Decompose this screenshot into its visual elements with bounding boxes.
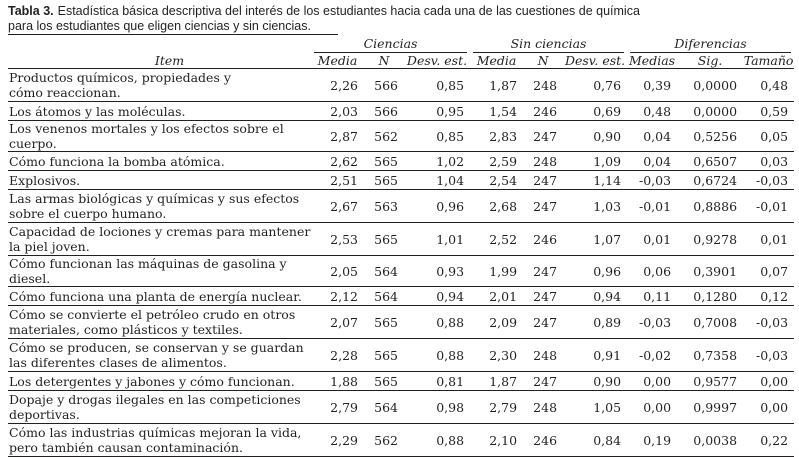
table-row xyxy=(8,256,794,287)
value-cell-d-medias: -0,01 xyxy=(627,190,677,223)
value-cell-c-desv: 0,85 xyxy=(404,69,470,102)
value-cell-s-desv: 0,94 xyxy=(563,287,627,306)
value-cell-c-desv: 1,02 xyxy=(404,152,470,171)
value-cell-d-sig: 0,9997 xyxy=(677,391,743,424)
value-cell-c-desv: 0,88 xyxy=(404,424,470,457)
value-cell-c-media: 2,03 xyxy=(311,102,364,121)
value-cell-d-tam: 0,48 xyxy=(743,69,794,102)
value-cell-d-tam: 0,01 xyxy=(743,223,794,256)
value-cell-s-n: 247 xyxy=(523,306,563,339)
value-cell-c-desv: 0,81 xyxy=(404,372,470,391)
table-row xyxy=(8,69,794,102)
group-header-blank xyxy=(8,36,311,53)
data-table xyxy=(8,36,794,457)
value-cell-d-sig: 0,9278 xyxy=(677,223,743,256)
value-cell-d-medias: -0,02 xyxy=(627,339,677,372)
value-cell-d-sig: 0,0000 xyxy=(677,102,743,121)
value-cell-c-media: 2,79 xyxy=(311,391,364,424)
col-header-item: Item xyxy=(8,53,311,69)
table-row xyxy=(8,102,794,121)
value-cell-c-media: 1,88 xyxy=(311,372,364,391)
value-cell-d-tam: -0,03 xyxy=(743,306,794,339)
item-text-line-2: cómo reaccionan. xyxy=(9,85,121,100)
item-text-line-2: la piel joven. xyxy=(9,239,90,254)
value-cell-d-sig: 0,9577 xyxy=(677,372,743,391)
value-cell-c-media: 2,62 xyxy=(311,152,364,171)
value-cell-s-desv: 0,76 xyxy=(563,69,627,102)
value-cell-d-medias: 0,11 xyxy=(627,287,677,306)
item-cell xyxy=(8,121,311,152)
group-header-row xyxy=(8,36,794,53)
col-header-sin-media: Media xyxy=(470,53,523,69)
table-row xyxy=(8,372,794,391)
value-cell-d-tam: 0,07 xyxy=(743,256,794,287)
value-cell-d-medias: 0,39 xyxy=(627,69,677,102)
value-cell-s-n: 247 xyxy=(523,256,563,287)
item-cell xyxy=(8,69,311,102)
item-text-line-1: Cómo funcionan las máquinas de gasolina y diesel. xyxy=(9,256,287,286)
value-cell-s-desv: 1,05 xyxy=(563,391,627,424)
item-cell xyxy=(8,223,311,256)
value-cell-d-tam: -0,01 xyxy=(743,190,794,223)
value-cell-s-n: 248 xyxy=(523,69,563,102)
table-row xyxy=(8,339,794,372)
value-cell-d-tam: 0,00 xyxy=(743,372,794,391)
item-text-line-1: Explosivos. xyxy=(9,172,81,188)
value-cell-s-desv: 1,09 xyxy=(563,152,627,171)
value-cell-d-tam: 0,12 xyxy=(743,287,794,306)
value-cell-c-desv: 0,94 xyxy=(404,287,470,306)
item-cell xyxy=(8,306,311,339)
table-row xyxy=(8,306,794,339)
table-row xyxy=(8,152,794,171)
value-cell-d-tam: -0,03 xyxy=(743,339,794,372)
value-cell-s-desv: 0,91 xyxy=(563,339,627,372)
value-cell-s-n: 246 xyxy=(523,424,563,457)
value-cell-d-tam: 0,00 xyxy=(743,391,794,424)
value-cell-c-desv: 0,88 xyxy=(404,306,470,339)
item-text-line-1: Cómo se convierte el petróleo crudo en otros xyxy=(9,307,296,322)
value-cell-c-media: 2,67 xyxy=(311,190,364,223)
value-cell-c-n: 564 xyxy=(364,287,404,306)
value-cell-d-sig: 0,6724 xyxy=(677,171,743,190)
value-cell-c-media: 2,29 xyxy=(311,424,364,457)
value-cell-s-media: 1,54 xyxy=(470,102,523,121)
value-cell-s-n: 247 xyxy=(523,121,563,152)
value-cell-s-n: 248 xyxy=(523,152,563,171)
item-cell xyxy=(8,171,311,190)
item-cell xyxy=(8,287,311,306)
value-cell-s-n: 247 xyxy=(523,372,563,391)
value-cell-d-sig: 0,6507 xyxy=(677,152,743,171)
group-header-diferencias: Diferencias xyxy=(627,36,794,53)
value-cell-d-medias: 0,04 xyxy=(627,121,677,152)
value-cell-c-media: 2,26 xyxy=(311,69,364,102)
col-header-dif-sig: Sig. xyxy=(677,53,743,69)
col-header-ciencias-desv: Desv. est. xyxy=(404,53,470,69)
value-cell-s-n: 247 xyxy=(523,190,563,223)
value-cell-s-media: 1,99 xyxy=(470,256,523,287)
value-cell-c-n: 565 xyxy=(364,372,404,391)
value-cell-c-desv: 0,88 xyxy=(404,339,470,372)
col-header-dif-tamano: Tamaño xyxy=(743,52,794,68)
value-cell-c-desv: 1,04 xyxy=(404,171,470,190)
value-cell-s-media: 2,01 xyxy=(470,287,523,306)
value-cell-d-medias: 0,04 xyxy=(627,152,677,171)
value-cell-s-media: 2,83 xyxy=(470,121,523,152)
value-cell-s-media: 2,54 xyxy=(470,171,523,190)
value-cell-s-media: 2,30 xyxy=(470,339,523,372)
value-cell-d-medias: 0,06 xyxy=(627,256,677,287)
value-cell-c-n: 564 xyxy=(364,391,404,424)
value-cell-d-tam: 0,22 xyxy=(743,424,794,457)
value-cell-c-n: 565 xyxy=(364,152,404,171)
item-cell xyxy=(8,372,311,391)
item-text-line-1: Las armas biológicas y químicas y sus efectos xyxy=(9,191,300,206)
value-cell-s-n: 247 xyxy=(523,287,563,306)
value-cell-c-desv: 0,93 xyxy=(404,256,470,287)
value-cell-d-sig: 0,7358 xyxy=(677,339,743,372)
value-cell-d-sig: 0,0000 xyxy=(677,69,743,102)
value-cell-c-n: 562 xyxy=(364,424,404,457)
value-cell-d-medias: 0,19 xyxy=(627,424,677,457)
value-cell-s-desv: 0,89 xyxy=(563,306,627,339)
value-cell-c-n: 566 xyxy=(364,69,404,102)
item-text-line-2: las diferentes clases de alimentos. xyxy=(9,355,227,370)
value-cell-d-medias: 0,00 xyxy=(627,391,677,424)
item-text-line-1: Los átomos y las moléculas. xyxy=(9,103,186,119)
table-row xyxy=(8,171,794,190)
table-body xyxy=(8,69,794,457)
caption-label: Tabla 3. xyxy=(8,4,54,18)
value-cell-s-n: 247 xyxy=(523,171,563,190)
item-cell xyxy=(8,102,311,121)
value-cell-d-tam: 0,05 xyxy=(743,121,794,152)
col-header-ciencias-n: N xyxy=(364,53,404,69)
value-cell-c-desv: 0,95 xyxy=(404,102,470,121)
col-header-sin-desv: Desv. est. xyxy=(564,52,626,68)
value-cell-c-media: 2,05 xyxy=(311,256,364,287)
value-cell-s-media: 2,10 xyxy=(470,424,523,457)
value-cell-s-media: 1,87 xyxy=(470,372,523,391)
value-cell-s-desv: 0,90 xyxy=(563,121,627,152)
item-text-line-1: Los venenos mortales y los efectos sobre el cuerpo. xyxy=(9,121,284,151)
table-caption xyxy=(8,3,788,35)
value-cell-s-n: 248 xyxy=(523,339,563,372)
value-cell-c-n: 564 xyxy=(364,256,404,287)
value-cell-d-medias: 0,00 xyxy=(627,372,677,391)
value-cell-s-desv: 1,07 xyxy=(563,223,627,256)
value-cell-s-n: 246 xyxy=(523,102,563,121)
value-cell-d-tam: -0,03 xyxy=(743,171,794,190)
value-cell-c-media: 2,51 xyxy=(311,171,364,190)
item-text-line-1: Cómo funciona una planta de energía nuclear. xyxy=(9,288,302,304)
value-cell-c-n: 565 xyxy=(364,171,404,190)
item-cell xyxy=(8,391,311,424)
col-header-ciencias-media: Media xyxy=(311,53,364,69)
col-header-sin-n: N xyxy=(523,53,563,69)
col-header-dif-medias: Medias xyxy=(629,52,676,68)
value-cell-c-desv: 0,98 xyxy=(404,391,470,424)
value-cell-s-media: 2,09 xyxy=(470,306,523,339)
item-text-line-1: Capacidad de lociones y cremas para mantener xyxy=(9,224,311,239)
item-text-line-2: sobre el cuerpo humano. xyxy=(9,206,167,221)
item-text-line-1: Productos químicos, propiedades y xyxy=(9,70,231,85)
group-header-sin-ciencias: Sin ciencias xyxy=(470,36,627,53)
value-cell-c-n: 566 xyxy=(364,102,404,121)
value-cell-c-n: 563 xyxy=(364,190,404,223)
value-cell-d-sig: 0,1280 xyxy=(677,287,743,306)
value-cell-c-media: 2,28 xyxy=(311,339,364,372)
column-header-row xyxy=(8,53,794,69)
value-cell-d-medias: -0,03 xyxy=(627,171,677,190)
caption-line-1: Estadística básica descriptiva del interés de los estudiantes hacia cada una de las cuestiones de química xyxy=(57,4,640,18)
value-cell-d-medias: -0,03 xyxy=(627,306,677,339)
value-cell-c-n: 565 xyxy=(364,223,404,256)
item-cell xyxy=(8,152,311,171)
item-cell xyxy=(8,339,311,372)
value-cell-s-n: 248 xyxy=(523,391,563,424)
value-cell-d-sig: 0,5256 xyxy=(677,121,743,152)
value-cell-s-media: 2,52 xyxy=(470,223,523,256)
value-cell-c-n: 562 xyxy=(364,121,404,152)
value-cell-d-medias: 0,48 xyxy=(627,102,677,121)
value-cell-c-n: 565 xyxy=(364,306,404,339)
value-cell-s-media: 1,87 xyxy=(470,69,523,102)
value-cell-d-sig: 0,8886 xyxy=(677,190,743,223)
value-cell-s-media: 2,79 xyxy=(470,391,523,424)
value-cell-c-desv: 0,85 xyxy=(404,121,470,152)
item-text-line-1: Dopaje y drogas ilegales en las competiciones xyxy=(9,392,301,407)
value-cell-c-media: 2,87 xyxy=(311,121,364,152)
item-text-line-2: materiales, como plásticos y textiles. xyxy=(9,322,243,337)
value-cell-d-medias: 0,01 xyxy=(627,223,677,256)
item-text-line-1: Cómo las industrias químicas mejoran la vida, xyxy=(9,425,302,440)
value-cell-c-media: 2,07 xyxy=(311,306,364,339)
value-cell-c-n: 565 xyxy=(364,339,404,372)
table-row xyxy=(8,190,794,223)
value-cell-s-media: 2,68 xyxy=(470,190,523,223)
item-cell xyxy=(8,256,311,287)
item-text-line-2: pero también causan contaminación. xyxy=(9,440,243,455)
value-cell-s-desv: 0,96 xyxy=(563,256,627,287)
value-cell-s-desv: 0,84 xyxy=(563,424,627,457)
item-text-line-2: deportivas. xyxy=(9,407,80,422)
value-cell-s-desv: 0,90 xyxy=(563,372,627,391)
item-text-line-1: Cómo se producen, se conservan y se guardan xyxy=(9,340,304,355)
value-cell-c-desv: 0,96 xyxy=(404,190,470,223)
value-cell-s-desv: 1,03 xyxy=(563,190,627,223)
value-cell-c-desv: 1,01 xyxy=(404,223,470,256)
value-cell-d-tam: 0,03 xyxy=(743,152,794,171)
table-row xyxy=(8,121,794,152)
value-cell-s-desv: 1,14 xyxy=(563,171,627,190)
caption-line-2: para los estudiantes que eligen ciencias y sin ciencias. xyxy=(8,19,338,35)
value-cell-s-n: 246 xyxy=(523,223,563,256)
item-text-line-1: Los detergentes y jabones y cómo funcionan. xyxy=(9,373,295,389)
item-cell xyxy=(8,190,311,223)
table-row xyxy=(8,391,794,424)
value-cell-d-sig: 0,7008 xyxy=(677,306,743,339)
value-cell-d-tam: 0,59 xyxy=(743,102,794,121)
table-row xyxy=(8,287,794,306)
value-cell-c-media: 2,53 xyxy=(311,223,364,256)
value-cell-d-sig: 0,0038 xyxy=(677,424,743,457)
value-cell-s-desv: 0,69 xyxy=(563,102,627,121)
group-header-ciencias: Ciencias xyxy=(311,36,470,53)
value-cell-c-media: 2,12 xyxy=(311,287,364,306)
table-row xyxy=(8,223,794,256)
value-cell-d-sig: 0,3901 xyxy=(677,256,743,287)
value-cell-s-media: 2,59 xyxy=(470,152,523,171)
item-text-line-1: Cómo funciona la bomba atómica. xyxy=(9,153,225,169)
